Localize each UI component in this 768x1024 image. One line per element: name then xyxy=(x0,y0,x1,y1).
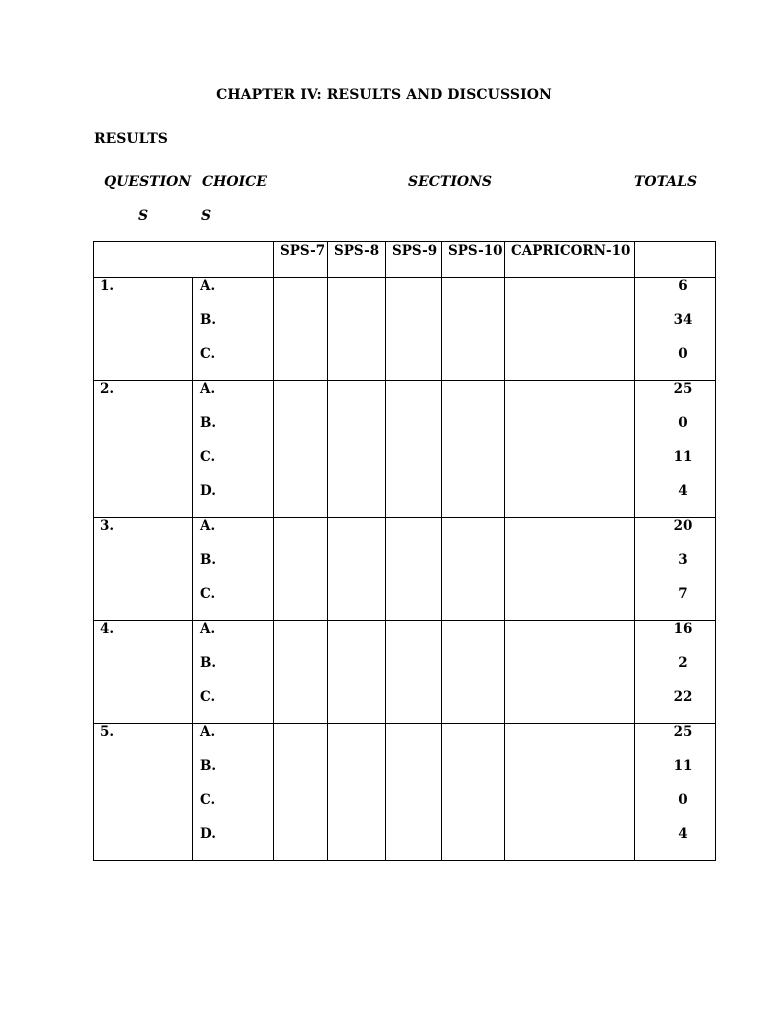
question-number: 2. xyxy=(100,381,115,397)
totals-cell xyxy=(635,724,716,861)
section-value-cell xyxy=(505,381,635,518)
table-row xyxy=(94,621,716,724)
total-value: 11 xyxy=(673,758,693,774)
section-value-cell xyxy=(274,724,328,861)
header-blank-cell xyxy=(94,242,274,278)
section-value-cell xyxy=(386,278,442,381)
choice-label: B. xyxy=(200,415,217,431)
results-table xyxy=(93,241,716,861)
total-value: 3 xyxy=(678,552,688,568)
total-value: 20 xyxy=(673,518,693,534)
total-value: 11 xyxy=(673,449,693,465)
choices-cell xyxy=(193,518,274,621)
section-value-cell xyxy=(328,381,386,518)
choices-cell xyxy=(193,621,274,724)
section-value-cell xyxy=(274,381,328,518)
question-number-cell xyxy=(94,518,193,621)
questions-column-label-wrap: S xyxy=(138,208,149,224)
section-value-cell xyxy=(505,518,635,621)
section-value-cell xyxy=(505,278,635,381)
choice-label: B. xyxy=(200,552,217,568)
choice-label: D. xyxy=(200,483,216,499)
section-value-cell xyxy=(274,278,328,381)
table-row xyxy=(94,518,716,621)
total-value: 22 xyxy=(673,689,693,705)
choice-label: C. xyxy=(200,449,216,465)
section-value-cell xyxy=(328,518,386,621)
total-value: 0 xyxy=(678,346,688,362)
table-row xyxy=(94,278,716,381)
total-value: 16 xyxy=(673,621,693,637)
choice-label: A. xyxy=(200,621,216,637)
section-value-cell xyxy=(442,381,505,518)
choices-cell xyxy=(193,381,274,518)
question-number: 4. xyxy=(100,621,115,637)
choices-column-label-wrap: S xyxy=(201,208,212,224)
total-value: 25 xyxy=(673,724,693,740)
total-value: 25 xyxy=(673,381,693,397)
header-cell-sps-10: SPS-10 xyxy=(442,242,505,278)
totals-cell xyxy=(635,621,716,724)
results-heading: RESULTS xyxy=(94,131,168,147)
section-value-cell xyxy=(386,518,442,621)
header-cell-sps-7: SPS-7 xyxy=(274,242,328,278)
questions-column-label: QUESTION xyxy=(104,174,192,190)
total-value: 4 xyxy=(678,483,688,499)
header-cell-capricorn-10: CAPRICORN-10 xyxy=(505,242,635,278)
section-value-cell xyxy=(274,518,328,621)
question-number: 5. xyxy=(100,724,115,740)
section-value-cell xyxy=(328,621,386,724)
choice-label: B. xyxy=(200,758,217,774)
section-value-cell xyxy=(328,724,386,861)
total-value: 0 xyxy=(678,792,688,808)
choice-label: C. xyxy=(200,792,216,808)
question-number: 1. xyxy=(100,278,115,294)
question-number-cell xyxy=(94,724,193,861)
totals-column-label: TOTALS xyxy=(634,174,698,190)
section-value-cell xyxy=(442,518,505,621)
total-value: 7 xyxy=(678,586,688,602)
totals-cell xyxy=(635,278,716,381)
choice-label: A. xyxy=(200,381,216,397)
choice-label: B. xyxy=(200,655,217,671)
sections-column-label: SECTIONS xyxy=(408,174,492,190)
choice-label: B. xyxy=(200,312,217,328)
section-value-cell xyxy=(505,621,635,724)
table-body xyxy=(94,242,716,861)
section-value-cell xyxy=(386,621,442,724)
chapter-title: CHAPTER IV: RESULTS AND DISCUSSION xyxy=(216,87,552,103)
total-value: 2 xyxy=(678,655,688,671)
choice-label: A. xyxy=(200,518,216,534)
header-cell-sps-9: SPS-9 xyxy=(386,242,442,278)
total-value: 34 xyxy=(673,312,693,328)
choices-cell xyxy=(193,278,274,381)
question-number-cell xyxy=(94,381,193,518)
choices-cell xyxy=(193,724,274,861)
section-value-cell xyxy=(386,381,442,518)
choice-label: A. xyxy=(200,278,216,294)
choice-label: D. xyxy=(200,826,216,842)
total-value: 6 xyxy=(678,278,688,294)
section-value-cell xyxy=(386,724,442,861)
section-value-cell xyxy=(442,278,505,381)
header-cell-sps-8: SPS-8 xyxy=(328,242,386,278)
section-value-cell xyxy=(442,621,505,724)
choice-label: A. xyxy=(200,724,216,740)
table-header-row xyxy=(94,242,716,278)
choice-label: C. xyxy=(200,586,216,602)
section-value-cell xyxy=(274,621,328,724)
header-cell-totals xyxy=(635,242,716,278)
total-value: 0 xyxy=(678,415,688,431)
question-number-cell xyxy=(94,621,193,724)
choices-column-label: CHOICE xyxy=(202,174,267,190)
table-row xyxy=(94,381,716,518)
table-row xyxy=(94,724,716,861)
section-value-cell xyxy=(328,278,386,381)
choice-label: C. xyxy=(200,346,216,362)
section-value-cell xyxy=(505,724,635,861)
section-value-cell xyxy=(442,724,505,861)
total-value: 4 xyxy=(678,826,688,842)
question-number: 3. xyxy=(100,518,115,534)
question-number-cell xyxy=(94,278,193,381)
totals-cell xyxy=(635,518,716,621)
totals-cell xyxy=(635,381,716,518)
choice-label: C. xyxy=(200,689,216,705)
